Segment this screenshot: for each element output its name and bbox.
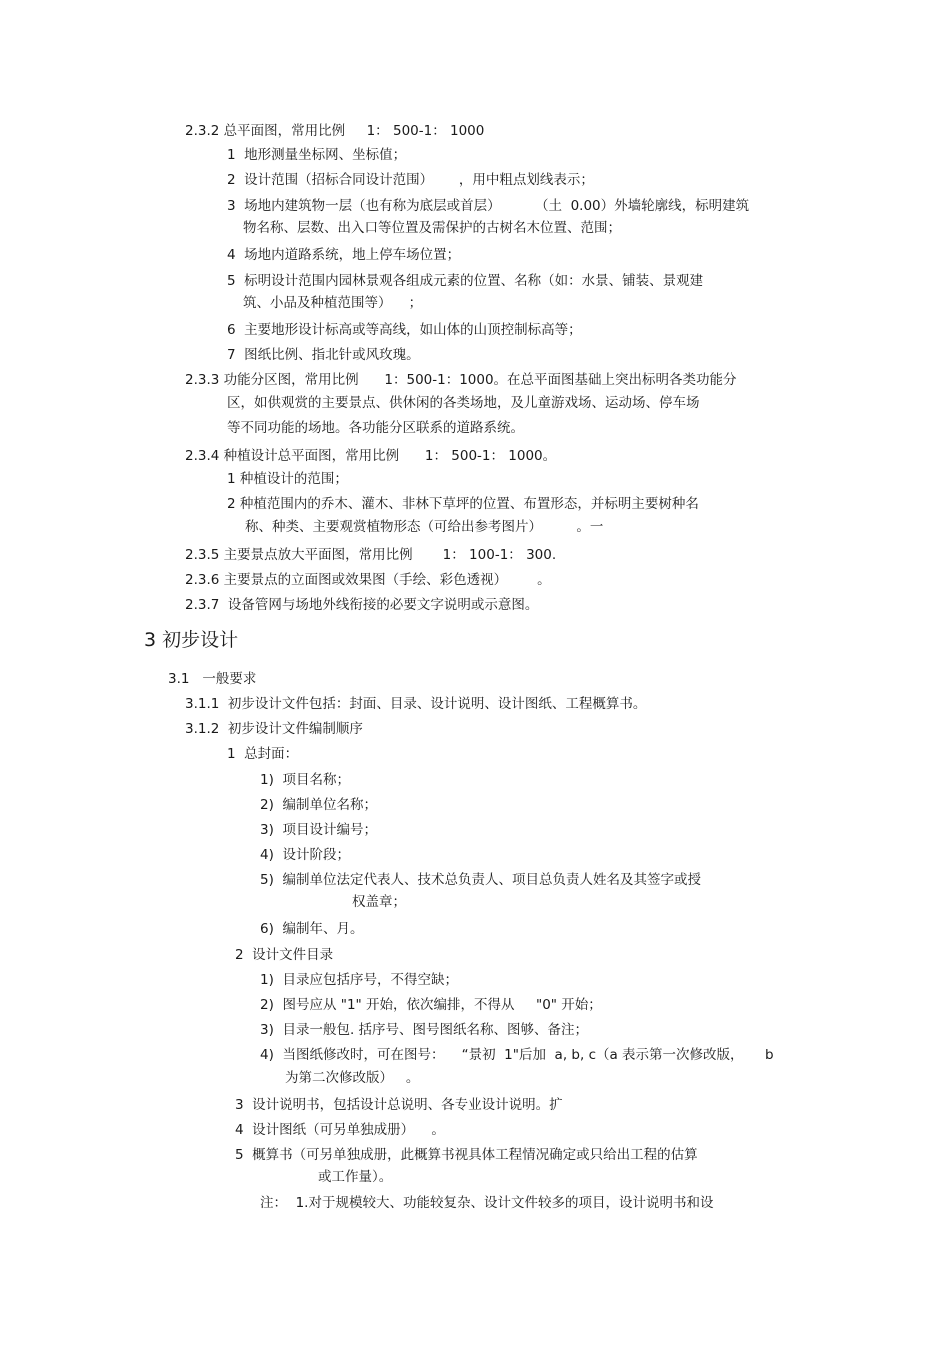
section-2-3-6-heading: 2.3.6 主要景点的立面图或效果图（手绘、彩色透视） 。 [185,572,551,588]
text-line: 4 场地内道路系统，地上停车场位置； [227,247,461,263]
list-item: 3) 项目设计编号； [260,822,377,838]
section-2-3-3-heading: 2.3.3 功能分区图，常用比例 1：500-1：1000。在总平面图基础上突出标明各类功能分 [185,372,737,388]
chapter-3-title: 3 初步设计 [144,629,239,651]
list-item: 1 总封面： [227,746,299,762]
section-3-1-heading: 3.1 一般要求 [168,671,257,687]
list-item: 5 概算书（可另单独成册，此概算书视具体工程情况确定或只给出工程的估算 [235,1147,698,1163]
text-line: 物名称、层数、出入口等位置及需保护的古树名木位置、范围； [243,220,621,236]
text-line: 3 场地内建筑物一层（也有称为底层或首层） （土 0.00）外墙轮廓线，标明建筑 [227,198,750,214]
list-item: 1) 目录应包括序号，不得空缺； [260,972,458,988]
list-item: 2) 编制单位名称； [260,797,377,813]
text-line: 等不同功能的场地。各功能分区联系的道路系统。 [227,420,524,436]
text-line: 筑、小品及种植范围等） ； [243,295,423,311]
section-2-3-4-heading: 2.3.4 种植设计总平面图，常用比例 1： 500-1： 1000。 [185,448,557,464]
text-line: 1 地形测量坐标网、坐标值； [227,147,407,163]
list-item: 4) 设计阶段； [260,847,350,863]
section-2-3-2-heading: 2.3.2 总平面图，常用比例 1： 500-1： 1000 [185,123,485,139]
list-item: 5) 编制单位法定代表人、技术总负责人、项目总负责人姓名及其签字或授 [260,872,701,888]
list-item: 4 设计图纸（可另单独成册） 。 [235,1122,445,1138]
list-item: 3 设计说明书，包括设计总说明、各专业设计说明。扩 [235,1097,563,1113]
text-line: 称、种类、主要观赏植物形态（可给出参考图片） 。一 [245,519,604,535]
section-3-1-2-heading: 3.1.2 初步设计文件编制顺序 [185,721,363,737]
list-item: 6) 编制年、月。 [260,921,364,937]
list-item: 1) 项目名称； [260,772,350,788]
section-2-3-7-heading: 2.3.7 设备管网与场地外线衔接的必要文字说明或示意图。 [185,597,539,613]
text-line: 或工作量）。 [318,1169,393,1185]
section-2-3-5-heading: 2.3.5 主要景点放大平面图，常用比例 1： 100-1： 300. [185,547,557,563]
text-line: 区，如供观赏的主要景点、供休闲的各类场地，及儿童游戏场、运动场、停车场 [227,395,700,411]
text-line: 6 主要地形设计标高或等高线，如山体的山顶控制标高等； [227,322,582,338]
list-item: 3) 目录一般包. 括序号、图号图纸名称、图够、备注； [260,1022,589,1038]
section-3-1-1-heading: 3.1.1 初步设计文件包括：封面、目录、设计说明、设计图纸、工程概算书。 [185,696,647,712]
list-item: 2) 图号应从 "1" 开始，依次编排，不得从 "0" 开始； [260,997,602,1013]
text-line: 为第二次修改版） 。 [285,1070,420,1086]
text-line: 1 种植设计的范围； [227,471,348,487]
text-line: 7 图纸比例、指北针或风玫瑰。 [227,347,420,363]
text-line: 2 种植范围内的乔木、灌木、非林下草坪的位置、布置形态，并标明主要树种名 [227,496,699,512]
note-line: 注： 1.对于规模较大、功能较复杂、设计文件较多的项目，设计说明书和设 [260,1195,714,1211]
text-line: 权盖章； [352,894,406,910]
list-item: 4) 当图纸修改时，可在图号： “景初 1"后加 a, b, c（a 表示第一次修改版， b [260,1047,774,1063]
text-line: 2 设计范围（招标合同设计范围） ，用中粗点划线表示； [227,172,594,188]
text-line: 5 标明设计范围内园林景观各组成元素的位置、名称（如：水景、铺装、景观建 [227,273,704,289]
list-item: 2 设计文件目录 [235,947,334,963]
